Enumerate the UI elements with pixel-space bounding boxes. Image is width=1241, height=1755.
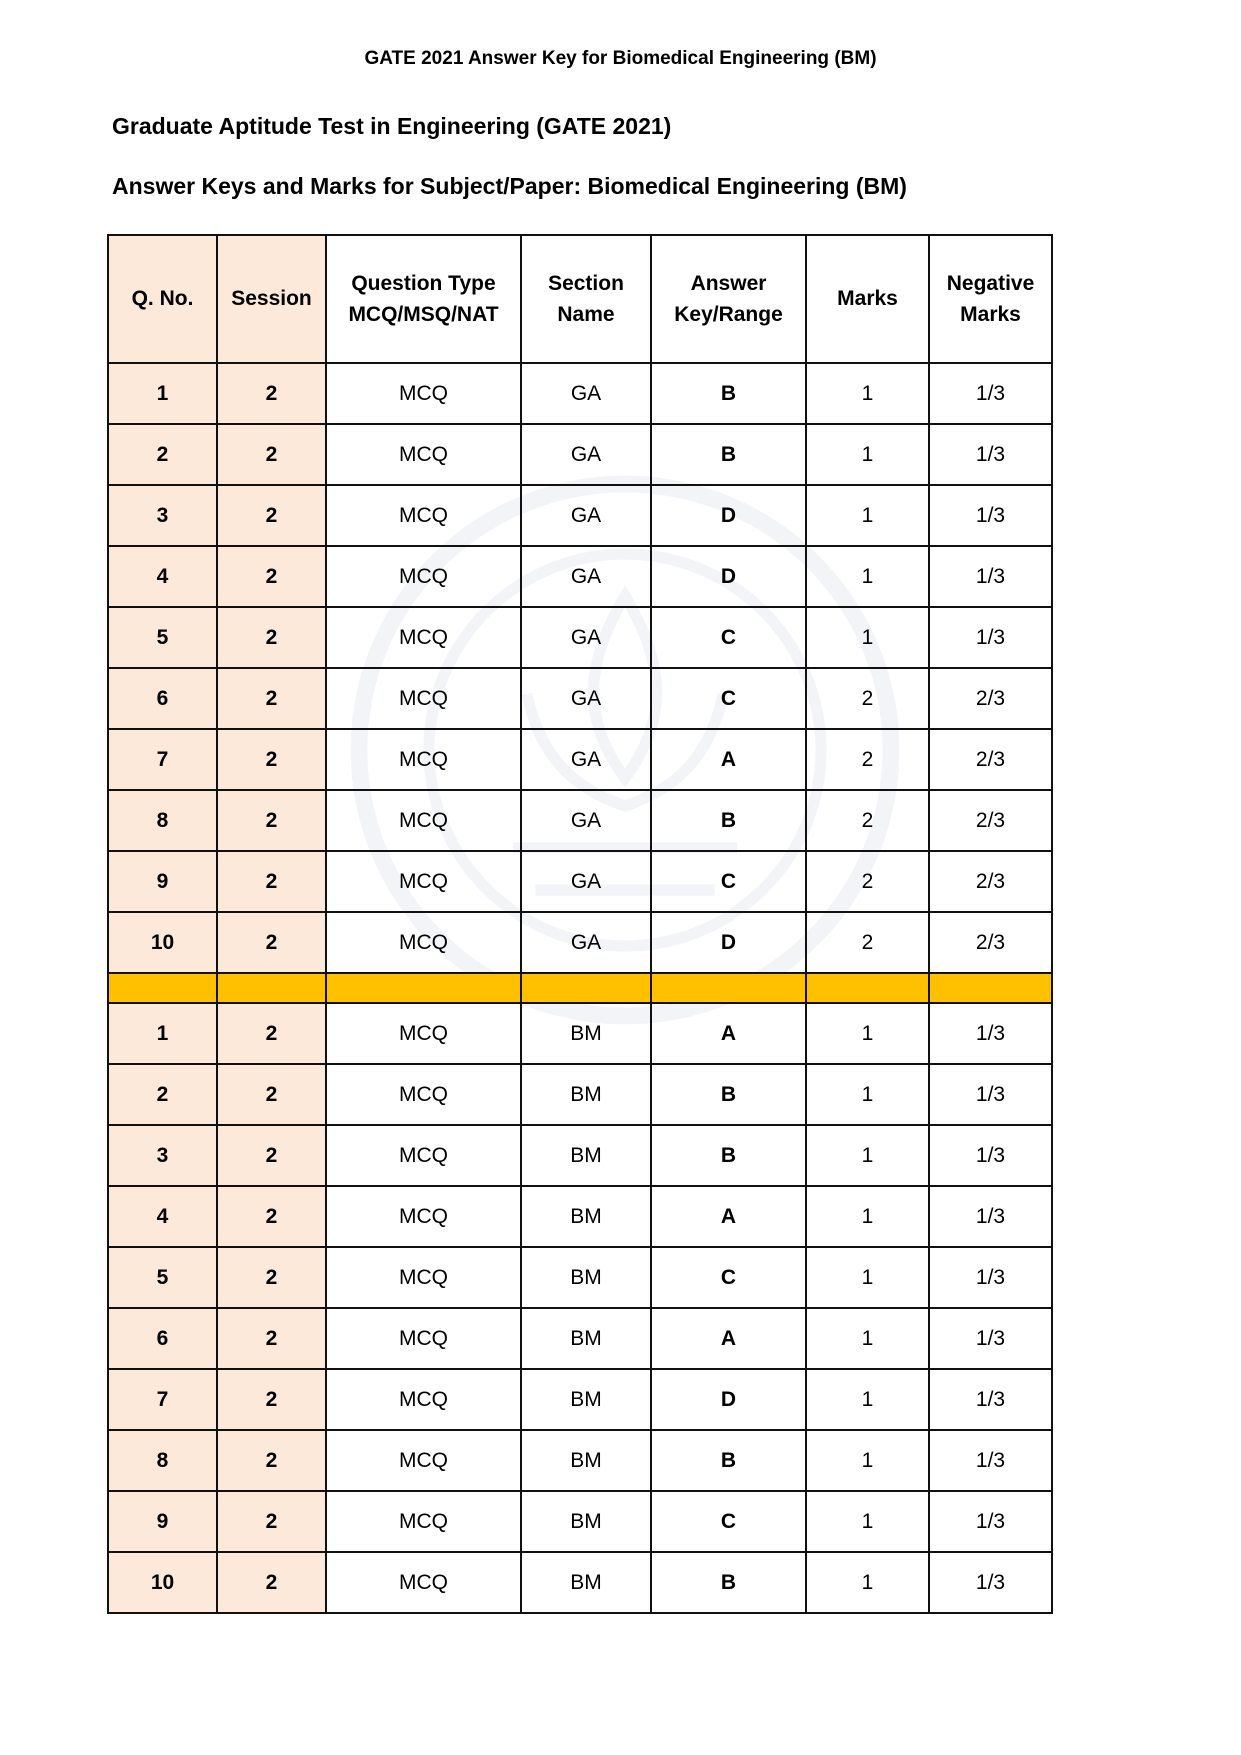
cell-marks: 1 xyxy=(806,1308,929,1369)
table-row xyxy=(108,607,1052,668)
cell-negative-marks: 1/3 xyxy=(929,1308,1052,1369)
cell-session: 2 xyxy=(217,1552,326,1613)
cell-section-name: GA xyxy=(521,607,651,668)
cell-section-name: GA xyxy=(521,851,651,912)
cell-answer-key: B xyxy=(651,1552,806,1613)
cell-qno: 8 xyxy=(108,790,217,851)
cell-qno: 1 xyxy=(108,363,217,424)
cell-qno: 10 xyxy=(108,912,217,973)
cell-section-name: GA xyxy=(521,546,651,607)
cell-question-type: MCQ xyxy=(326,546,521,607)
cell-marks: 2 xyxy=(806,790,929,851)
table-row xyxy=(108,1186,1052,1247)
cell-qno: 6 xyxy=(108,1308,217,1369)
cell-session: 2 xyxy=(217,1003,326,1064)
table-row xyxy=(108,790,1052,851)
cell-session: 2 xyxy=(217,363,326,424)
cell-marks: 1 xyxy=(806,1491,929,1552)
table-row xyxy=(108,1430,1052,1491)
cell-question-type: MCQ xyxy=(326,790,521,851)
table-row xyxy=(108,912,1052,973)
cell-session: 2 xyxy=(217,1125,326,1186)
cell-section-name: GA xyxy=(521,790,651,851)
cell-section-name: GA xyxy=(521,363,651,424)
cell-answer-key: B xyxy=(651,424,806,485)
cell-negative-marks: 1/3 xyxy=(929,1430,1052,1491)
cell-negative-marks: 1/3 xyxy=(929,1064,1052,1125)
cell-negative-marks: 1/3 xyxy=(929,1369,1052,1430)
cell-section-name: BM xyxy=(521,1125,651,1186)
cell-section-name: GA xyxy=(521,485,651,546)
cell-qno: 10 xyxy=(108,1552,217,1613)
cell-question-type: MCQ xyxy=(326,1186,521,1247)
cell-answer-key: D xyxy=(651,912,806,973)
cell-answer-key: B xyxy=(651,1125,806,1186)
cell-negative-marks: 2/3 xyxy=(929,668,1052,729)
cell-answer-key: B xyxy=(651,1064,806,1125)
cell-negative-marks: 1/3 xyxy=(929,1186,1052,1247)
cell-question-type: MCQ xyxy=(326,485,521,546)
cell-question-type: MCQ xyxy=(326,1003,521,1064)
cell-question-type: MCQ xyxy=(326,729,521,790)
table-row xyxy=(108,1369,1052,1430)
cell-session: 2 xyxy=(217,485,326,546)
cell-session: 2 xyxy=(217,1430,326,1491)
cell-question-type: MCQ xyxy=(326,912,521,973)
cell-marks: 2 xyxy=(806,912,929,973)
cell-marks: 1 xyxy=(806,424,929,485)
cell-question-type: MCQ xyxy=(326,363,521,424)
cell-answer-key: B xyxy=(651,363,806,424)
cell-marks: 1 xyxy=(806,1003,929,1064)
cell-qno: 3 xyxy=(108,485,217,546)
cell-marks: 1 xyxy=(806,1125,929,1186)
cell-answer-key: B xyxy=(651,790,806,851)
cell-negative-marks: 1/3 xyxy=(929,485,1052,546)
cell-marks: 1 xyxy=(806,1430,929,1491)
cell-section-name: BM xyxy=(521,1308,651,1369)
cell-session: 2 xyxy=(217,1369,326,1430)
page-subtitle: Answer Keys and Marks for Subject/Paper: Biomedical Engineering (BM) xyxy=(112,173,907,199)
cell-answer-key: C xyxy=(651,851,806,912)
header-session: Session xyxy=(217,235,326,363)
cell-negative-marks: 1/3 xyxy=(929,363,1052,424)
cell-question-type: MCQ xyxy=(326,1125,521,1186)
cell-section-name: BM xyxy=(521,1491,651,1552)
cell-negative-marks: 1/3 xyxy=(929,1125,1052,1186)
cell-session: 2 xyxy=(217,1491,326,1552)
cell-session: 2 xyxy=(217,1064,326,1125)
cell-qno: 6 xyxy=(108,668,217,729)
cell-negative-marks: 1/3 xyxy=(929,1491,1052,1552)
cell-answer-key: C xyxy=(651,607,806,668)
cell-section-name: BM xyxy=(521,1552,651,1613)
cell-marks: 1 xyxy=(806,485,929,546)
cell-negative-marks: 1/3 xyxy=(929,607,1052,668)
cell-session: 2 xyxy=(217,668,326,729)
cell-marks: 1 xyxy=(806,1369,929,1430)
table-row xyxy=(108,1552,1052,1613)
table-row xyxy=(108,851,1052,912)
cell-session: 2 xyxy=(217,851,326,912)
separator-cell xyxy=(521,973,651,1003)
table-row xyxy=(108,1308,1052,1369)
cell-negative-marks: 2/3 xyxy=(929,729,1052,790)
cell-marks: 1 xyxy=(806,546,929,607)
separator-cell xyxy=(806,973,929,1003)
cell-question-type: MCQ xyxy=(326,1064,521,1125)
cell-section-name: GA xyxy=(521,729,651,790)
table-header-row xyxy=(108,235,1052,363)
cell-question-type: MCQ xyxy=(326,1308,521,1369)
cell-session: 2 xyxy=(217,424,326,485)
cell-answer-key: A xyxy=(651,1308,806,1369)
cell-section-name: BM xyxy=(521,1430,651,1491)
cell-qno: 4 xyxy=(108,1186,217,1247)
answer-key-table xyxy=(107,234,1053,1614)
cell-marks: 1 xyxy=(806,1247,929,1308)
separator-cell xyxy=(108,973,217,1003)
cell-question-type: MCQ xyxy=(326,1491,521,1552)
cell-session: 2 xyxy=(217,1308,326,1369)
cell-answer-key: C xyxy=(651,668,806,729)
running-header: GATE 2021 Answer Key for Biomedical Engineering (BM) xyxy=(364,48,877,69)
cell-question-type: MCQ xyxy=(326,1369,521,1430)
cell-qno: 5 xyxy=(108,1247,217,1308)
cell-qno: 9 xyxy=(108,851,217,912)
cell-session: 2 xyxy=(217,912,326,973)
header-answer-key: Answer Key/Range xyxy=(651,235,806,363)
cell-qno: 9 xyxy=(108,1491,217,1552)
separator-cell xyxy=(217,973,326,1003)
cell-session: 2 xyxy=(217,1247,326,1308)
cell-section-name: GA xyxy=(521,668,651,729)
section-separator-row xyxy=(108,973,1052,1003)
cell-negative-marks: 1/3 xyxy=(929,1247,1052,1308)
cell-question-type: MCQ xyxy=(326,1552,521,1613)
cell-section-name: GA xyxy=(521,912,651,973)
cell-qno: 3 xyxy=(108,1125,217,1186)
cell-question-type: MCQ xyxy=(326,668,521,729)
cell-negative-marks: 1/3 xyxy=(929,1552,1052,1613)
cell-section-name: BM xyxy=(521,1064,651,1125)
cell-negative-marks: 2/3 xyxy=(929,912,1052,973)
cell-session: 2 xyxy=(217,607,326,668)
cell-qno: 4 xyxy=(108,546,217,607)
cell-question-type: MCQ xyxy=(326,1247,521,1308)
cell-section-name: BM xyxy=(521,1003,651,1064)
cell-answer-key: D xyxy=(651,1369,806,1430)
table-row xyxy=(108,1125,1052,1186)
cell-answer-key: D xyxy=(651,546,806,607)
cell-question-type: MCQ xyxy=(326,607,521,668)
cell-question-type: MCQ xyxy=(326,1430,521,1491)
cell-marks: 1 xyxy=(806,1064,929,1125)
cell-qno: 5 xyxy=(108,607,217,668)
table-row xyxy=(108,1491,1052,1552)
cell-marks: 2 xyxy=(806,729,929,790)
separator-cell xyxy=(326,973,521,1003)
cell-negative-marks: 1/3 xyxy=(929,1003,1052,1064)
cell-marks: 2 xyxy=(806,851,929,912)
cell-qno: 7 xyxy=(108,729,217,790)
table-row xyxy=(108,1003,1052,1064)
cell-marks: 1 xyxy=(806,1552,929,1613)
cell-section-name: GA xyxy=(521,424,651,485)
cell-answer-key: A xyxy=(651,729,806,790)
cell-qno: 7 xyxy=(108,1369,217,1430)
cell-section-name: BM xyxy=(521,1186,651,1247)
cell-qno: 2 xyxy=(108,424,217,485)
cell-marks: 1 xyxy=(806,363,929,424)
header-question-type: Question Type MCQ/MSQ/NAT xyxy=(326,235,521,363)
table-row xyxy=(108,546,1052,607)
cell-answer-key: A xyxy=(651,1186,806,1247)
table-row xyxy=(108,1247,1052,1308)
cell-marks: 1 xyxy=(806,607,929,668)
cell-negative-marks: 2/3 xyxy=(929,851,1052,912)
cell-negative-marks: 1/3 xyxy=(929,424,1052,485)
cell-session: 2 xyxy=(217,546,326,607)
cell-section-name: BM xyxy=(521,1247,651,1308)
header-negative-marks: Negative Marks xyxy=(929,235,1052,363)
separator-cell xyxy=(651,973,806,1003)
cell-session: 2 xyxy=(217,729,326,790)
cell-answer-key: C xyxy=(651,1247,806,1308)
separator-cell xyxy=(929,973,1052,1003)
cell-marks: 2 xyxy=(806,668,929,729)
header-marks: Marks xyxy=(806,235,929,363)
cell-marks: 1 xyxy=(806,1186,929,1247)
table-row xyxy=(108,668,1052,729)
cell-question-type: MCQ xyxy=(326,424,521,485)
table-row xyxy=(108,485,1052,546)
cell-qno: 8 xyxy=(108,1430,217,1491)
cell-negative-marks: 2/3 xyxy=(929,790,1052,851)
cell-section-name: BM xyxy=(521,1369,651,1430)
cell-session: 2 xyxy=(217,1186,326,1247)
cell-session: 2 xyxy=(217,790,326,851)
cell-qno: 1 xyxy=(108,1003,217,1064)
cell-answer-key: C xyxy=(651,1491,806,1552)
table-row xyxy=(108,363,1052,424)
cell-answer-key: A xyxy=(651,1003,806,1064)
cell-qno: 2 xyxy=(108,1064,217,1125)
table-body xyxy=(108,363,1052,1613)
cell-answer-key: B xyxy=(651,1430,806,1491)
table-row xyxy=(108,729,1052,790)
table-row xyxy=(108,424,1052,485)
cell-answer-key: D xyxy=(651,485,806,546)
page-title: Graduate Aptitude Test in Engineering (GATE 2021) xyxy=(112,113,672,139)
cell-negative-marks: 1/3 xyxy=(929,546,1052,607)
cell-question-type: MCQ xyxy=(326,851,521,912)
table-row xyxy=(108,1064,1052,1125)
header-qno: Q. No. xyxy=(108,235,217,363)
header-section-name: Section Name xyxy=(521,235,651,363)
